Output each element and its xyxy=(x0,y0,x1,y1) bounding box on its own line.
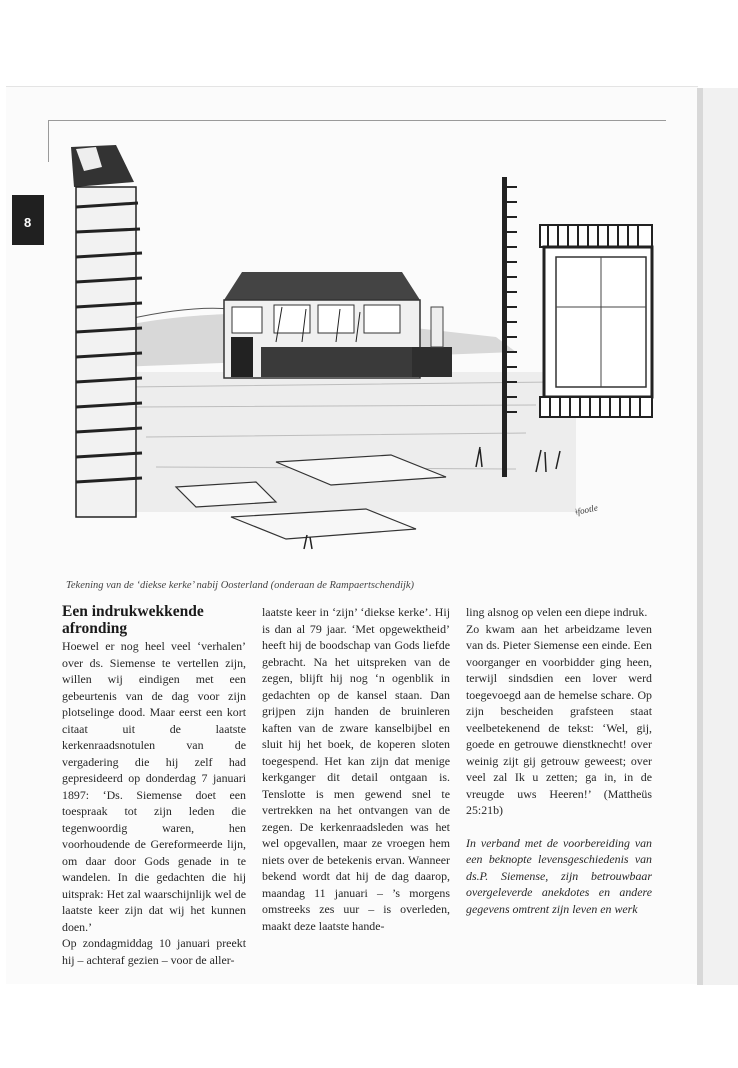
figure-caption: Tekening van de ‘diekse kerke’ nabij Oosterland (onderaan de Rampaertschendijk) xyxy=(66,580,415,591)
article-column-1 xyxy=(62,604,246,968)
church-illustration xyxy=(56,137,656,567)
window-right xyxy=(540,225,652,417)
italic-note: In verband met de voorbereiding van een beknopte levensgeschiedenis van ds.P. Siemense, zijn betrouwbaar overgeleverde anekdotes en andere gegevens omtrent zijn leven en werk xyxy=(466,835,652,916)
paragraph: ling alsnog op velen een diepe indruk. xyxy=(466,605,648,619)
article-column-3 xyxy=(466,604,652,917)
header-rule-corner xyxy=(48,120,49,162)
paragraph: Op zondagmiddag 10 januari preekt hij – achteraf gezien – voor de aller- xyxy=(62,936,246,967)
page-number: 8 xyxy=(24,215,32,230)
page-number-tab xyxy=(12,195,44,245)
paragraph: laatste keer in ‘zijn’ ‘diekse kerke’. Hij is dan al 79 jaar. ‘Met opgewektheid’ heeft hij de boodschap van Gods liefde gebracht. Na het uitspreken van de zegen, blijft hij nog ‘n ogenblik in gedachten op de kansel staan. Dan grijpen zijn handen de bruinleren kaften van de zware kanselbijbel en sluit hij het boek, de koperen sloten toegespend. Het kan zijn dat menige kerkganger dit detail ontgaan is. Tenslotte is men gewend snel te vertrekken na het ontvangen van de zegen. De kerkenraadsleden was het wel opgevallen, maar ze vroegen hem niets over de betekenis ervan. Wanneer bekend wordt dat hij de dag daarop, maandag 11 januari – ’s morgens omstreeks zes uur – is overleden, maakt deze laatste hande- xyxy=(262,605,450,933)
article-column-2 xyxy=(262,604,450,934)
header-rule xyxy=(48,120,666,121)
church-building xyxy=(224,272,420,378)
svg-text:ǂfootle: ǂfootle xyxy=(574,502,599,517)
paragraph: Zo kwam aan het arbeidzame leven van ds. Pieter Siemense een einde. Een voorganger en voorbidder ging heen, terwijl sindsdien een lover werd toegevoegd aan de hemelse schare. Op zijn bescheiden grafsteen staat veelbetekenend de tekst: ‘Wel, gij, goede en getrouwe dienstknecht! over weinig zijt gij getrouw geweest; over veel zal Ik u zetten; ga in, in de vreugde uws Heeren!’ (Mattheüs 25:21b) xyxy=(466,621,652,817)
article-heading: Een indrukwekkende afronding xyxy=(62,603,204,637)
column-left xyxy=(71,145,142,517)
paragraph: Hoewel er nog heel veel ‘verhalen’ over ds. Siemense te vertellen zijn, willen wij eindigen met een gebeurtenis van de dag voor zijn plotselinge dood. Maar eerst een kort citaat uit de laatste kerkenraadsnotulen van de vergadering die hij zelf had gepresideerd op donderdag 7 januari 1897: ‘Ds. Siemense doet een toespraak tot zijn leden die tegenwoordig waren, hen voorhoudende de Gereformeerde lijn, om daar door Gods genade in te wandelen. In die gedachten die hij uitsprak: Het zal waarschijnlijk wel de laatste keer zijn dat wij het kunnen doen.’ xyxy=(62,639,246,934)
adjacent-page-edge xyxy=(703,88,738,985)
